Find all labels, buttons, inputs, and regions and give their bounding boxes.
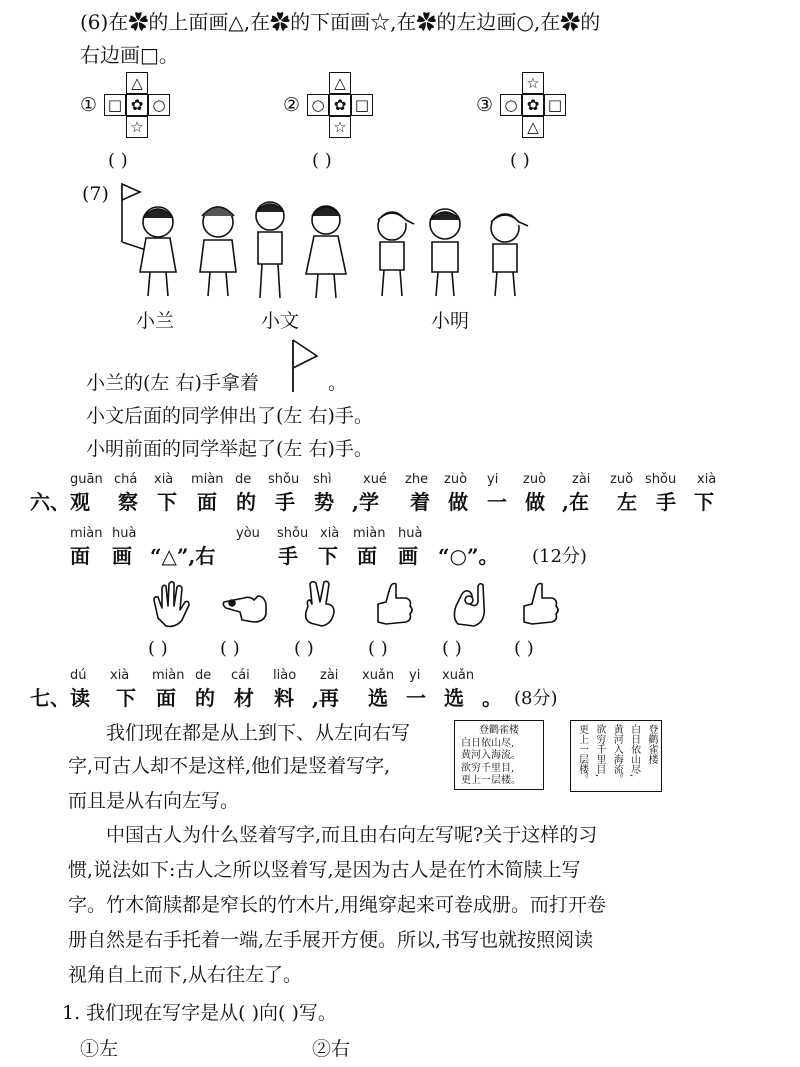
q6-instruction-line1: (6)在✿的上面画△,在✿的下面画☆,在✿的左边画○,在✿的: [80, 10, 601, 34]
title-char: 着: [410, 490, 430, 514]
left-shape: ○: [500, 94, 522, 116]
name-xiaoming: 小明: [431, 310, 470, 332]
pinyin: huà: [398, 526, 423, 541]
section6-title-row2: [70, 546, 690, 572]
section6-score: (12分): [532, 546, 587, 567]
para2-line3: 字。竹木简牍都是窄长的竹木片,用绳穿起来可卷成册。而打开卷: [68, 894, 607, 916]
top-shape: △: [329, 72, 351, 94]
title-char: 手: [275, 490, 295, 514]
victory-hand-icon: [306, 581, 334, 626]
children-illustration: [110, 180, 550, 305]
child-xiaowen: [200, 207, 236, 296]
title-char: 的: [195, 686, 215, 710]
ok-hand-icon: [454, 584, 484, 626]
title-char: 材: [234, 686, 254, 710]
q6-option-3: [476, 72, 576, 142]
title-char: 选: [444, 686, 464, 710]
q6-answer-3[interactable]: ( ): [510, 150, 530, 171]
thumbs-up-icon: [378, 584, 412, 625]
title-char: 面: [357, 544, 377, 568]
pinyin: dú: [70, 668, 87, 683]
title-char: 料: [274, 686, 294, 710]
pinyin: xià: [110, 668, 130, 683]
q6-option-1: [80, 72, 180, 142]
poem-line: 黄河入海流。: [461, 750, 521, 761]
para2-line5: 视角自上而下,从右往左了。: [68, 964, 303, 986]
title-char: 选: [368, 686, 388, 710]
left-shape: □: [104, 94, 126, 116]
flower-icon: ✿: [329, 94, 351, 116]
pinyin: huà: [112, 526, 137, 541]
q1-option-left[interactable]: ①左: [80, 1038, 119, 1060]
section7-title: [30, 688, 630, 714]
pinyin: guān: [70, 472, 103, 487]
section7-score: (8分): [514, 688, 558, 709]
section6-title-row1: [30, 492, 770, 518]
title-char: 一: [406, 686, 426, 710]
title-char: 下: [318, 544, 338, 568]
option-number: ①: [80, 94, 98, 116]
para1-line3: 而且是从右向左写。: [68, 790, 240, 812]
q7-line3: 小明前面的同学举起了(左 右)手。: [86, 438, 373, 460]
right-shape: □: [351, 94, 373, 116]
title-char: “△”,右: [150, 544, 216, 568]
pinyin: liào: [273, 668, 297, 683]
section6-answer-row: [148, 638, 578, 662]
q6-instruction-line2: 右边画□。: [80, 43, 179, 67]
q7-line1-end: 。: [328, 372, 348, 394]
top-shape: ☆: [522, 72, 544, 94]
pinyin: miàn: [191, 472, 224, 487]
pinyin: miàn: [70, 526, 103, 541]
title-char: 面: [156, 686, 176, 710]
pinyin: xià: [320, 526, 340, 541]
pinyin: shǒu: [268, 472, 300, 487]
poem-vertical-box: [570, 720, 662, 792]
flower-icon: ✿: [522, 94, 544, 116]
pinyin: shǒu: [277, 526, 309, 541]
poem-horizontal-box: [454, 720, 544, 790]
title-char: 势: [314, 490, 334, 514]
pinyin: zhe: [405, 472, 429, 487]
pinyin: de: [235, 472, 252, 487]
poem-line: 欲穷千里目,: [593, 724, 605, 778]
title-char: 下: [694, 490, 714, 514]
title-char: 做: [525, 490, 545, 514]
q6-answer-1[interactable]: ( ): [108, 150, 128, 171]
poem-line: 白日依山尽,: [628, 724, 640, 778]
bottom-shape: △: [522, 116, 544, 138]
title-char: ,再: [312, 686, 339, 710]
pinyin: shì: [313, 472, 332, 487]
bottom-shape: ☆: [329, 116, 351, 138]
answer-paren[interactable]: ( ): [294, 638, 314, 659]
q7-line2: 小文后面的同学伸出了(左 右)手。: [86, 405, 373, 427]
child-7: [491, 214, 528, 296]
thumbs-up-icon: [524, 584, 558, 625]
pinyin: xué: [363, 472, 387, 487]
title-char: 做: [448, 490, 468, 514]
pinyin: zuò: [523, 472, 547, 487]
poem-line: 欲穷千里目,: [461, 762, 515, 774]
title-char: “○”。: [438, 544, 499, 568]
pinyin: yi: [409, 668, 421, 683]
answer-paren[interactable]: ( ): [368, 638, 388, 659]
child-xiaolan: [122, 207, 176, 296]
para2-line1: 中国古人为什么竖着写字,而且由右向左写呢?关于这样的习: [106, 824, 598, 846]
title-char: 面: [197, 490, 217, 514]
answer-paren[interactable]: ( ): [514, 638, 534, 659]
top-shape: △: [126, 72, 148, 94]
answer-paren[interactable]: ( ): [442, 638, 462, 659]
pinyin: yòu: [236, 526, 260, 541]
title-char: ,学: [352, 490, 379, 514]
title-char: 一: [487, 490, 507, 514]
pinyin: zuò: [444, 472, 468, 487]
flag-icon: [290, 338, 320, 394]
title-char: 下: [157, 490, 177, 514]
poem-title: 登鹳雀楼: [479, 725, 519, 736]
pinyin: miàn: [353, 526, 386, 541]
pinyin: cái: [231, 668, 250, 683]
pinyin: xià: [697, 472, 717, 487]
pinyin: miàn: [152, 668, 185, 683]
para1-line1: 我们现在都是从上到下、从左向右写: [106, 722, 411, 744]
title-char: 左: [617, 490, 637, 514]
pinyin: xuǎn: [442, 668, 475, 683]
option-number: ②: [283, 94, 301, 116]
q6-option-2: [283, 72, 383, 142]
poem-title: 登鹳雀楼: [646, 724, 657, 764]
child-3: [256, 202, 284, 298]
title-char: 察: [118, 490, 138, 514]
pinyin: zuǒ: [610, 472, 634, 487]
right-shape: ○: [148, 94, 170, 116]
flower-icon: ✿: [126, 94, 148, 116]
para2-line4: 册自然是右手托着一端,左手展开方便。所以,书写也就按照阅读: [68, 929, 594, 951]
title-char: 下: [116, 686, 136, 710]
title-char: 的: [236, 490, 256, 514]
pinyin: xià: [154, 472, 174, 487]
right-shape: □: [544, 94, 566, 116]
pointing-hand-icon: [223, 596, 266, 622]
title-char: 六、观: [30, 490, 90, 514]
pinyin: chá: [114, 472, 138, 487]
title-char: 手: [278, 544, 298, 568]
bottom-shape: ☆: [126, 116, 148, 138]
left-shape: ○: [307, 94, 329, 116]
para2-line2: 惯,说法如下:古人之所以竖着写,是因为古人是在竹木简牍上写: [68, 859, 581, 881]
q6-answer-2[interactable]: ( ): [312, 150, 332, 171]
poem-line: 更上一层楼。: [461, 775, 521, 786]
option-number: ③: [476, 94, 494, 116]
hand-gestures: [150, 578, 560, 630]
pinyin: zài: [572, 472, 591, 487]
title-char: ,在: [562, 490, 589, 514]
answer-paren[interactable]: ( ): [220, 638, 240, 659]
pinyin: zài: [320, 668, 339, 683]
para1-line2: 字,可古人却不是这样,他们是竖着写字,: [68, 755, 391, 777]
poem-line: 黄河入海流。: [611, 724, 623, 784]
flag-icon: [122, 184, 140, 200]
pinyin: shǒu: [645, 472, 677, 487]
poem-line: 白日依山尽,: [461, 737, 515, 749]
title-char: 。: [482, 686, 502, 710]
pinyin: yi: [487, 472, 499, 487]
title-char: 七、读: [30, 686, 90, 710]
open-hand-icon: [154, 582, 189, 627]
name-xiaowen: 小文: [261, 310, 300, 332]
title-char: 画: [398, 544, 418, 568]
child-4: [306, 206, 346, 298]
answer-paren[interactable]: ( ): [148, 638, 168, 659]
title-char: 画: [112, 544, 132, 568]
poem-line: 更上一层楼。: [576, 724, 588, 784]
pinyin: xuǎn: [362, 668, 395, 683]
title-char: 面: [70, 544, 90, 568]
pinyin: de: [195, 668, 212, 683]
q7-line1: 小兰的(左 右)手拿着: [86, 372, 259, 394]
title-char: 手: [656, 490, 676, 514]
child-xiaoming: [430, 209, 460, 296]
q7-number: (7): [82, 183, 109, 205]
question-1: 1. 我们现在写字是从( )向( )写。: [62, 1002, 337, 1024]
name-xiaolan: 小兰: [136, 310, 175, 332]
q1-option-right[interactable]: ②右: [312, 1038, 351, 1060]
child-5: [378, 212, 414, 296]
